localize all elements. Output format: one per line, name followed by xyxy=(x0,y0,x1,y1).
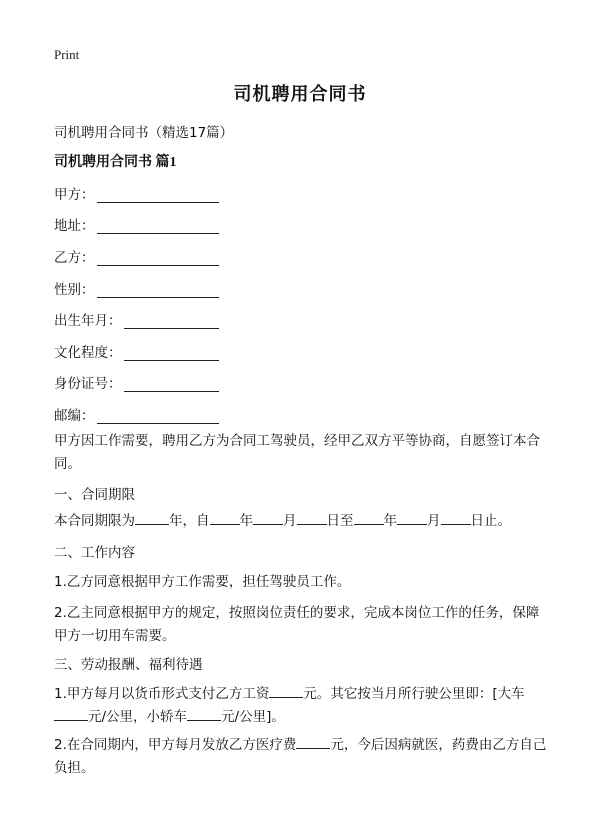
field-blank xyxy=(97,219,219,234)
text-segment: 日止。 xyxy=(470,513,511,529)
text-segment: 年 xyxy=(383,513,397,529)
field-label: 邮编： xyxy=(54,408,95,424)
blank-line xyxy=(441,512,471,525)
section-heading: 司机聘用合同书 篇1 xyxy=(54,155,177,170)
text-segment: 元。其它按当月所行驶公里即：[大车 xyxy=(303,686,525,702)
text-segment: 日至 xyxy=(326,513,354,529)
section-3-heading: 三、劳动报酬、福利待遇 xyxy=(54,657,203,673)
field-blank xyxy=(97,283,219,298)
intro-paragraph: 甲方因工作需要，聘用乙方为合同工驾驶员，经甲乙双方平等协商，自愿签订本合同。 xyxy=(54,433,540,472)
contract-term-paragraph xyxy=(54,510,550,533)
document-title: 司机聘用合同书 xyxy=(233,84,367,105)
text-segment: 年 xyxy=(239,513,253,529)
field-label: 甲方： xyxy=(54,187,95,203)
field-birth-date xyxy=(54,309,219,329)
field-label: 地址： xyxy=(54,218,95,234)
field-blank xyxy=(124,377,219,392)
blank-line xyxy=(54,708,88,721)
section-2-heading: 二、工作内容 xyxy=(54,545,135,561)
field-education xyxy=(54,341,219,361)
field-label: 乙方： xyxy=(54,250,95,266)
field-gender xyxy=(54,278,219,298)
work-content-paragraph-2: 2.乙主同意根据甲方的规定，按照岗位责任的要求，完成本岗位工作的任务，保障甲方一切用车需要。 xyxy=(54,605,540,644)
text-segment: 年，自 xyxy=(169,513,210,529)
text-segment: 元/公里，小轿车 xyxy=(88,709,188,725)
field-address xyxy=(54,214,219,234)
blank-line xyxy=(135,512,169,525)
text-segment: 本合同期限为 xyxy=(54,513,135,529)
blank-line xyxy=(253,512,283,525)
blank-line xyxy=(210,512,240,525)
section-1-heading: 一、合同期限 xyxy=(54,487,135,503)
blank-line xyxy=(269,685,303,698)
blank-line xyxy=(297,512,327,525)
field-party-b xyxy=(54,246,219,266)
document-subtitle: 司机聘用合同书（精选17篇） xyxy=(54,125,234,141)
field-blank xyxy=(97,188,219,203)
field-id-number xyxy=(54,372,219,392)
salary-paragraph xyxy=(54,683,550,729)
blank-line xyxy=(397,512,427,525)
field-blank xyxy=(97,251,219,266)
field-label: 身份证号： xyxy=(54,376,122,392)
text-segment: 1.甲方每月以货币形式支付乙方工资 xyxy=(54,686,270,702)
blank-line xyxy=(354,512,384,525)
field-label: 出生年月： xyxy=(54,313,122,329)
field-postcode xyxy=(54,404,219,424)
blank-line xyxy=(187,708,221,721)
field-blank xyxy=(124,346,219,361)
medical-fee-paragraph xyxy=(54,734,550,780)
field-label: 文化程度： xyxy=(54,345,122,361)
field-blank xyxy=(124,314,219,329)
field-label: 性别： xyxy=(54,282,95,298)
field-party-a xyxy=(54,183,219,203)
text-segment: 月 xyxy=(427,513,441,529)
field-blank xyxy=(97,409,219,424)
work-content-paragraph-1: 1.乙方同意根据甲方工作需要，担任驾驶员工作。 xyxy=(54,574,351,590)
text-segment: 月 xyxy=(283,513,297,529)
text-segment: 元，今后因病就医，药费由乙方自己负担。 xyxy=(54,737,547,776)
text-segment: 2.在合同期内，甲方每月发放乙方医疗费 xyxy=(54,737,297,753)
print-link[interactable]: Print xyxy=(54,47,80,62)
blank-line xyxy=(296,736,330,749)
text-segment: 元/公里]。 xyxy=(221,709,285,725)
